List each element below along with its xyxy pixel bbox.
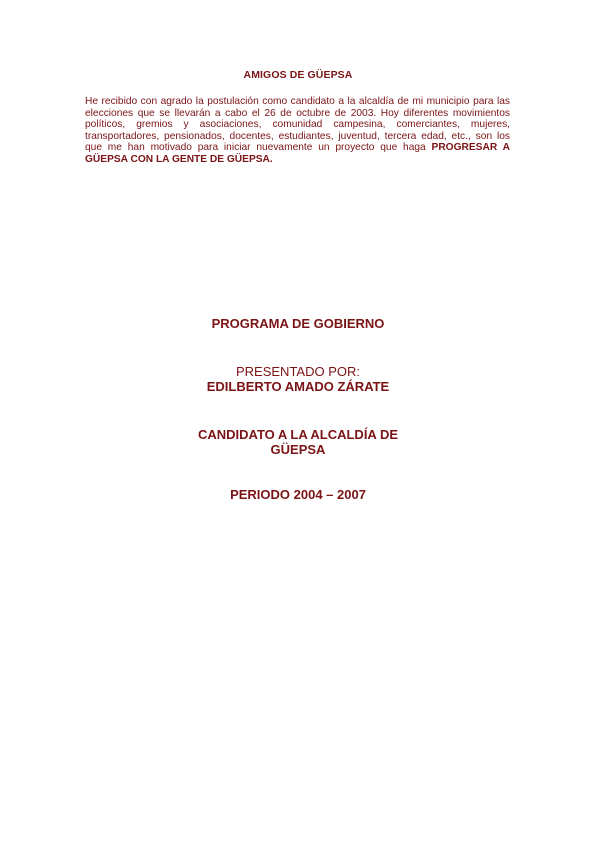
page-heading: AMIGOS DE GÜEPSA [243,69,353,81]
presented-by-label: PRESENTADO POR: [235,364,360,379]
program-title: PROGRAMA DE GOBIERNO [211,316,385,331]
term-period: PERIODO 2004 – 2007 [230,487,366,502]
candidacy-title [0,427,596,457]
intro-emphasis: PROGRESAR A GÜEPSA CON LA GENTE DE GÜEPSA. [85,142,510,165]
candidacy-line-1: CANDIDATO A LA ALCALDÍA DE [197,427,399,442]
candidate-name: EDILBERTO AMADO ZÁRATE [206,379,390,394]
intro-text: He recibido con agrado la postulación como candidato a la alcaldía de mi municipio para las elecciones que se llevarán a cabo el 26 de octubre de 2003. Hoy diferentes movimientos políticos, gremios y asociaciones, comunidad campesina, comerciantes, mujeres, transportadores, pensionados, docentes, estudiantes, juventud, tercera edad, etc., son los que me han motivado para iniciar nuevamente un proyecto que haga [85,96,510,154]
intro-paragraph [85,96,510,166]
candidacy-line-2: GÜEPSA [270,442,326,457]
